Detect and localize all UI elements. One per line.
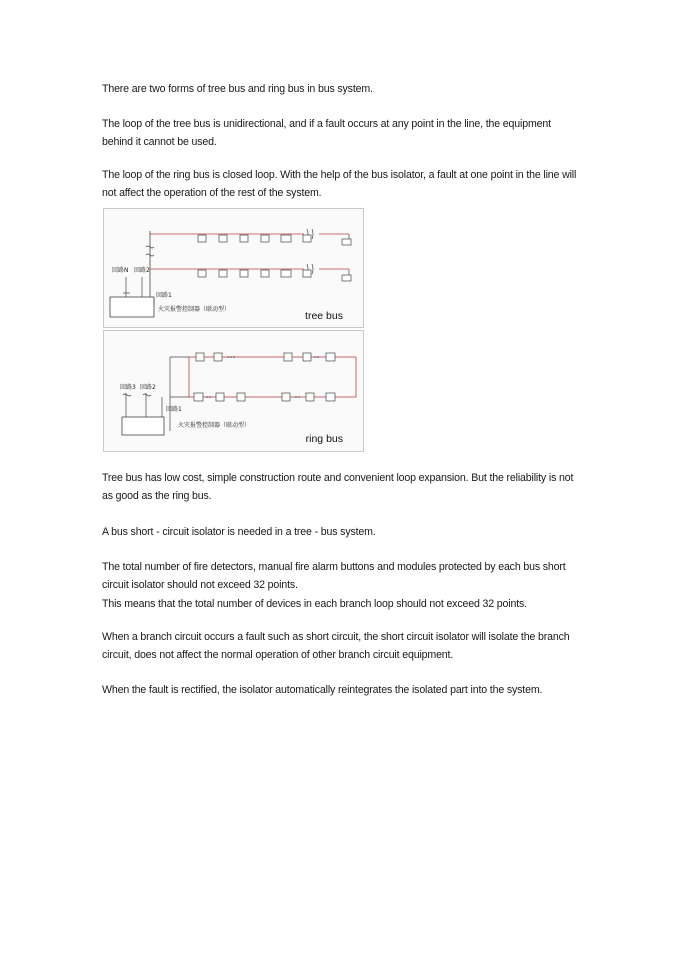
ring-bus-caption: ring bus [305,433,343,445]
paragraph-bus-forms: There are two forms of tree bus and ring bus in bus system. [102,83,373,95]
tree-controller-label: 火灾报警控制器（联动型） [158,306,231,313]
tree-bus-diagram [103,208,364,328]
paragraph-branch-limit: This means that the total number of devices in each branch loop should not exceed 32 points. [102,598,527,610]
tree-loop-n-label: 回路N [112,267,129,274]
paragraph-fault-rectified: When the fault is rectified, the isolator automatically reintegrates the isolated part into the system. [102,684,543,696]
paragraph-tree-bus-loop: The loop of the tree bus is unidirectional, and if a fault occurs at any point in the line, the equipment behind it cannot be used. [102,118,551,148]
paragraph-branch-fault: When a branch circuit occurs a fault such as short circuit, the short circuit isolator will isolate the branch circuit, does not affect the normal operation of other branch circuit equipment. [102,631,570,661]
ring-loop-3-label: 回路3 [120,384,136,391]
paragraph-isolator-needed: A bus short - circuit isolator is needed in a tree - bus system. [102,526,376,538]
tree-bus-caption: tree bus [305,310,343,322]
tree-loop-2-label: 回路2 [134,267,150,274]
ring-loop-1-label: 回路1 [166,406,182,413]
ring-bus-diagram [103,330,364,452]
ring-loop-2-label: 回路2 [140,384,156,391]
paragraph-tree-bus-cost: Tree bus has low cost, simple construction route and convenient loop expansion. But the reliability is not as good as the ring bus. [102,472,574,502]
tree-loop-1-label: 回路1 [156,292,172,299]
paragraph-32-points: The total number of fire detectors, manual fire alarm buttons and modules protected by each bus short circuit isolator should not exceed 32 points. [102,561,566,591]
paragraph-ring-bus-loop: The loop of the ring bus is closed loop. With the help of the bus isolator, a fault at one point in the line will not affect the operation of the rest of the system. [102,169,577,199]
ring-controller-label: 火灾报警控制器（联动型） [178,422,251,429]
